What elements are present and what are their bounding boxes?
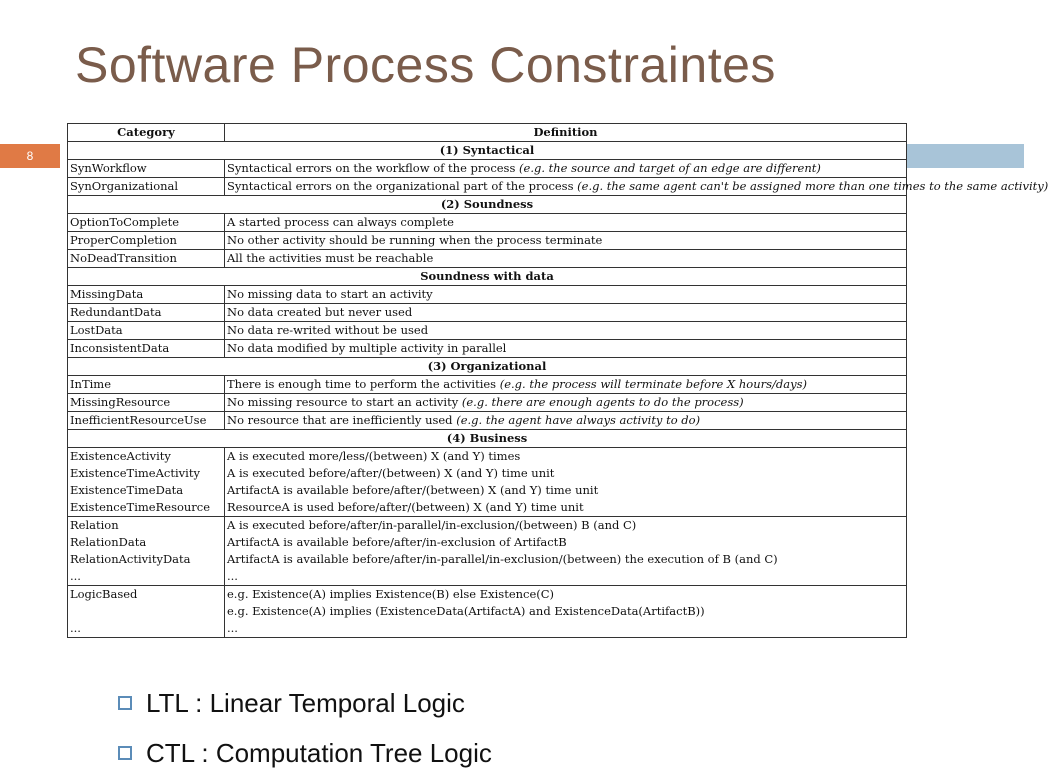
definition-text: No data modified by multiple activity in parallel	[227, 341, 507, 355]
definition-example: (e.g. the process will terminate before X hours/days)	[499, 377, 807, 391]
definition-cell	[225, 412, 907, 430]
definition-cell	[225, 322, 907, 340]
definition-text: No data created but never used	[227, 305, 413, 319]
slide-title: Software Process Constraintes	[75, 37, 776, 93]
bullet-text: CTL : Computation Tree Logic	[146, 737, 492, 768]
definition-cell	[225, 286, 907, 304]
definition-line: ArtifactA is available before/after/in-parallel/in-exclusion/(between) the execution of B (and C)	[227, 552, 778, 566]
category-cell	[68, 448, 225, 517]
table-row	[68, 304, 907, 322]
category-cell: InconsistentData	[68, 340, 225, 358]
category-line: ExistenceTimeData	[70, 483, 184, 497]
definition-text: All the activities must be reachable	[227, 251, 434, 265]
definition-example: (e.g. the same agent can't be assigned more than one times to the same activity)	[577, 179, 1048, 193]
section-row	[68, 142, 907, 160]
definition-text: No missing resource to start an activity	[227, 395, 459, 409]
category-cell: InTime	[68, 376, 225, 394]
section-row	[68, 268, 907, 286]
constraints-table-container	[67, 123, 1048, 638]
definition-text: Syntactical errors on the workflow of the process	[227, 161, 516, 175]
category-cell: SynOrganizational	[68, 178, 225, 196]
section-row	[68, 358, 907, 376]
table-row	[68, 394, 907, 412]
category-cell: SynWorkflow	[68, 160, 225, 178]
definition-cell	[225, 160, 907, 178]
table-row-group	[68, 448, 907, 517]
category-cell: MissingData	[68, 286, 225, 304]
table-row	[68, 322, 907, 340]
section-row	[68, 430, 907, 448]
table-header-row	[68, 124, 907, 142]
definition-cell	[225, 448, 907, 517]
definition-cell	[225, 340, 907, 358]
section-heading: (3) Organizational	[68, 358, 907, 376]
definition-cell	[225, 304, 907, 322]
definition-cell	[225, 214, 907, 232]
definition-text: No resource that are inefficiently used	[227, 413, 453, 427]
definition-example: (e.g. the source and target of an edge are different)	[519, 161, 821, 175]
category-line: ExistenceActivity	[70, 449, 171, 463]
definition-cell	[225, 232, 907, 250]
definition-line: A is executed more/less/(between) X (and Y) times	[227, 449, 521, 463]
category-line	[70, 603, 222, 620]
section-heading: (4) Business	[68, 430, 907, 448]
category-line: ExistenceTimeActivity	[70, 466, 200, 480]
definition-text: No missing data to start an activity	[227, 287, 433, 301]
definition-text: There is enough time to perform the activities	[227, 377, 497, 391]
square-bullet-icon	[118, 746, 132, 760]
category-cell: LostData	[68, 322, 225, 340]
category-line: ...	[70, 621, 81, 635]
category-cell: MissingResource	[68, 394, 225, 412]
definition-cell	[225, 517, 907, 586]
category-line: ExistenceTimeResource	[70, 500, 211, 514]
category-cell: InefficientResourceUse	[68, 412, 225, 430]
table-row-group	[68, 517, 907, 586]
table-body	[68, 142, 1048, 638]
square-bullet-icon	[118, 696, 132, 710]
table-row	[68, 376, 907, 394]
table-row	[68, 340, 907, 358]
definition-cell	[225, 586, 907, 638]
bullet-item	[118, 728, 492, 778]
slide-number: 8	[26, 149, 34, 163]
category-line: ...	[70, 569, 81, 583]
definition-text: Syntactical errors on the organizational part of the process	[227, 179, 574, 193]
category-cell: OptionToComplete	[68, 214, 225, 232]
definition-line: A is executed before/after/(between) X (and Y) time unit	[227, 466, 555, 480]
bullet-item	[118, 678, 492, 728]
bullet-text: LTL : Linear Temporal Logic	[146, 687, 465, 718]
bullet-list	[118, 678, 492, 778]
definition-line: ArtifactA is available before/after/(between) X (and Y) time unit	[227, 483, 599, 497]
table-row	[68, 160, 907, 178]
section-heading: Soundness with data	[68, 268, 907, 286]
constraints-table	[67, 123, 1048, 638]
table-row	[68, 286, 907, 304]
column-header-definition: Definition	[225, 124, 907, 142]
category-cell: ProperCompletion	[68, 232, 225, 250]
decorative-bar	[906, 144, 1024, 168]
definition-cell	[225, 178, 1048, 196]
definition-line: A is executed before/after/in-parallel/in-exclusion/(between) B (and C)	[227, 518, 637, 532]
definition-text: A started process can always complete	[227, 215, 454, 229]
table-row	[68, 214, 907, 232]
definition-cell	[225, 376, 907, 394]
table-row	[68, 232, 907, 250]
definition-text: No other activity should be running when the process terminate	[227, 233, 603, 247]
definition-line: ...	[227, 569, 238, 583]
definition-line: e.g. Existence(A) implies Existence(B) else Existence(C)	[227, 587, 555, 601]
category-line: LogicBased	[70, 587, 138, 601]
category-line: RelationData	[70, 535, 147, 549]
category-cell	[68, 586, 225, 638]
category-cell: RedundantData	[68, 304, 225, 322]
column-header-category: Category	[68, 124, 225, 142]
section-heading: (1) Syntactical	[68, 142, 907, 160]
definition-cell	[225, 250, 907, 268]
definition-text: No data re-writed without be used	[227, 323, 429, 337]
category-cell	[68, 517, 225, 586]
definition-example: (e.g. the agent have always activity to do)	[456, 413, 701, 427]
table-row-group	[68, 586, 907, 638]
category-cell: NoDeadTransition	[68, 250, 225, 268]
definition-line: ArtifactA is available before/after/in-exclusion of ArtifactB	[227, 535, 567, 549]
definition-line: ...	[227, 621, 238, 635]
table-row	[68, 412, 907, 430]
section-heading: (2) Soundness	[68, 196, 907, 214]
category-line: RelationActivityData	[70, 552, 191, 566]
category-line: Relation	[70, 518, 119, 532]
definition-cell	[225, 394, 907, 412]
definition-example: (e.g. there are enough agents to do the process)	[461, 395, 744, 409]
definition-line: e.g. Existence(A) implies (ExistenceData(ArtifactA) and ExistenceData(ArtifactB))	[227, 604, 705, 618]
definition-line: ResourceA is used before/after/(between) X (and Y) time unit	[227, 500, 584, 514]
table-row	[68, 178, 907, 196]
table-row	[68, 250, 907, 268]
section-row	[68, 196, 907, 214]
